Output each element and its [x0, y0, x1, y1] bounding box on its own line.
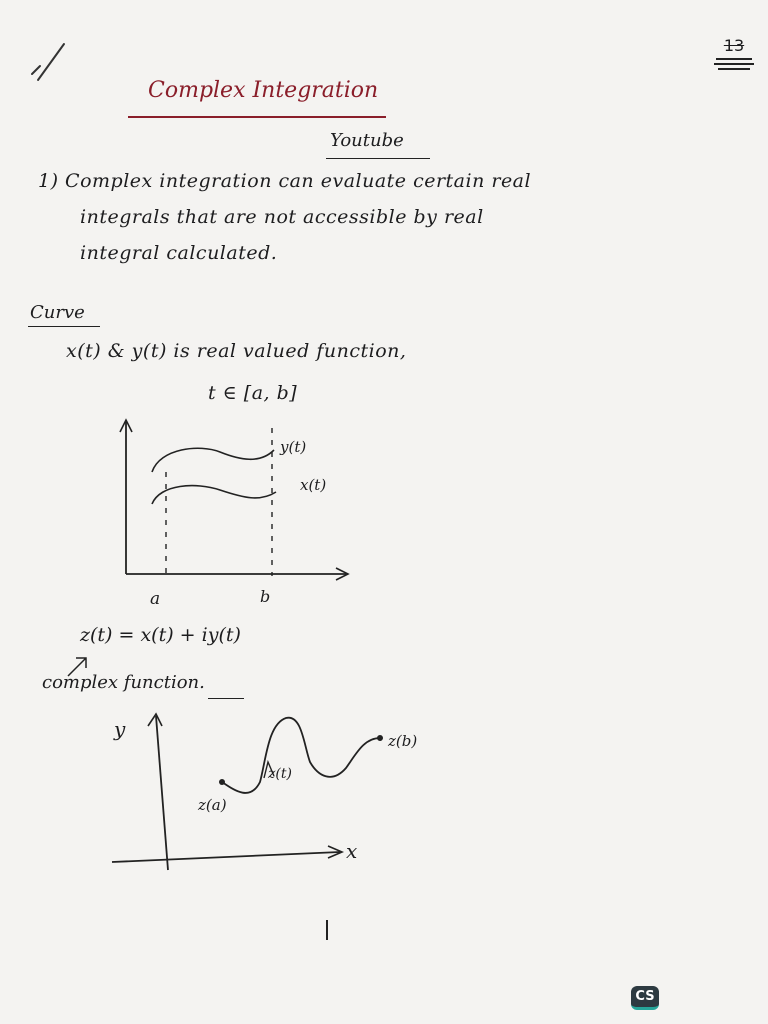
- page-title: Complex Integration: [148, 78, 379, 103]
- end-point: [377, 735, 383, 741]
- graph2-y-arrow-icon: [148, 714, 162, 726]
- camscanner-badge: CS: [631, 986, 659, 1010]
- complex-function-label: complex function.: [42, 672, 205, 693]
- title-underline: [128, 116, 386, 118]
- axis-label-x: x: [346, 839, 358, 863]
- label-z-a: z(a): [198, 796, 227, 814]
- complex-function-underline: [208, 698, 244, 699]
- curve-statement: x(t) & y(t) is real valued function,: [66, 340, 407, 362]
- curve-underline: [28, 326, 100, 327]
- subtitle: Youtube: [330, 130, 404, 151]
- subtitle-underline: [326, 158, 430, 159]
- axis-label-y: y: [114, 717, 126, 741]
- page-number: 13: [723, 36, 745, 55]
- curve-x-of-t: [152, 486, 276, 504]
- page-number-block: [712, 36, 756, 70]
- point1-line3: integral calculated.: [80, 242, 278, 264]
- label-x-of-t: x(t): [300, 476, 327, 494]
- graph2-x-axis: [112, 852, 340, 862]
- tick-a: a: [150, 589, 161, 609]
- complex-curve: [222, 718, 380, 793]
- graph2-y-axis: [156, 716, 168, 870]
- tick-b: b: [260, 587, 271, 606]
- complex-equation: z(t) = x(t) + iy(t): [80, 624, 241, 646]
- real-functions-graph: [100, 412, 370, 612]
- complex-curve-graph: [100, 706, 440, 886]
- point1-line1: 1) Complex integration can evaluate certain real: [38, 170, 532, 192]
- curve-y-of-t: [152, 448, 274, 472]
- check-mark-icon: [24, 36, 74, 88]
- start-point: [219, 779, 225, 785]
- curve-heading: Curve: [30, 302, 85, 323]
- point1-line2: integrals that are not accessible by real: [80, 206, 484, 228]
- curve-domain: t ∈ [a, b]: [208, 382, 298, 404]
- pen-mark: [326, 920, 328, 940]
- label-z-t: z(t): [268, 766, 292, 782]
- label-z-b: z(b): [388, 732, 418, 750]
- label-y-of-t: y(t): [280, 438, 307, 456]
